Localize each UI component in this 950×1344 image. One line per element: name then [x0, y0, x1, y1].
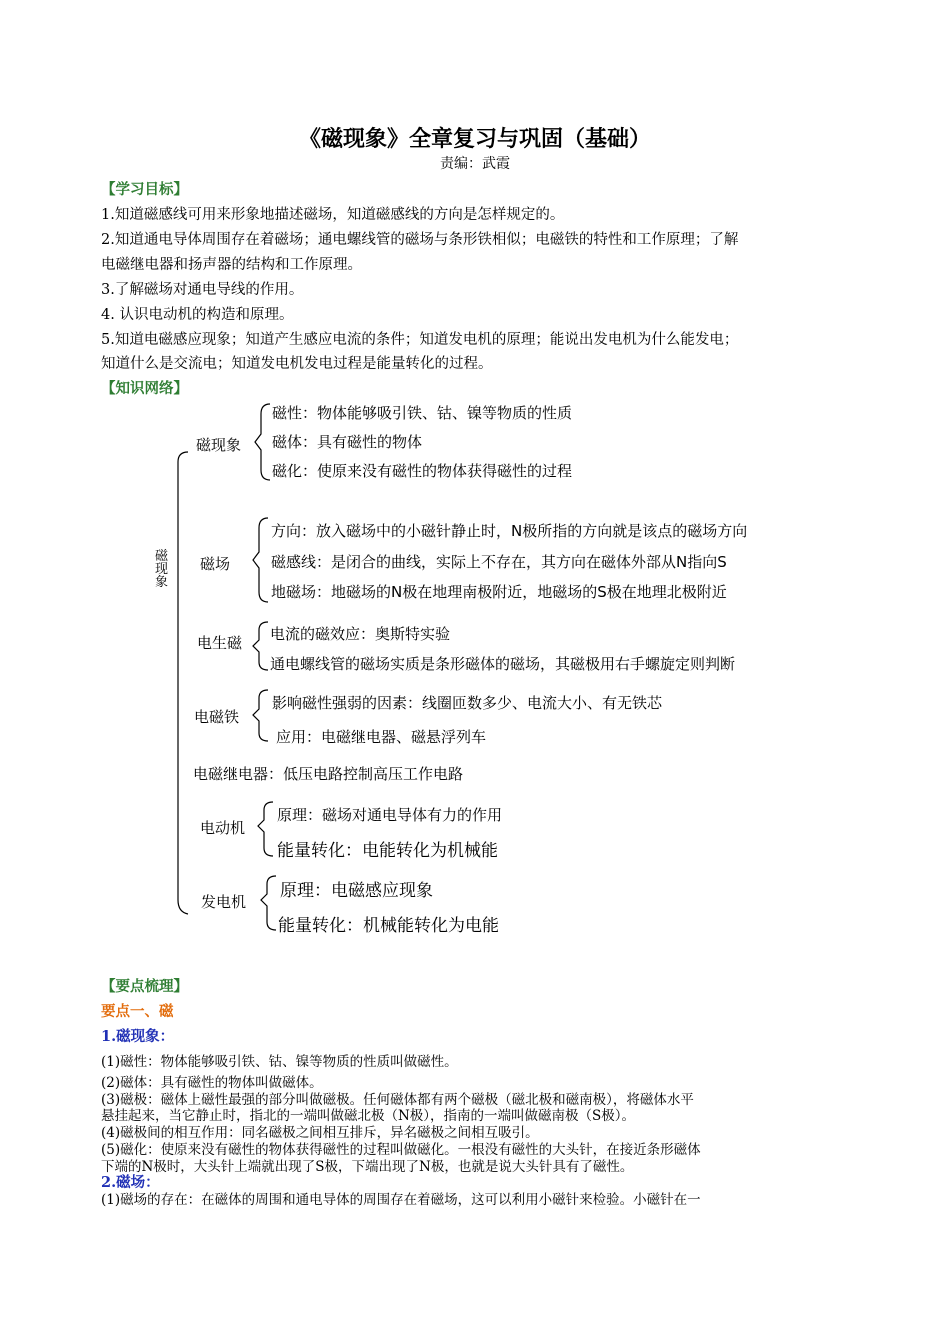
goal-line: 1.知道磁感线可用来形象地描述磁场，知道磁感线的方向是怎样规定的。: [101, 207, 565, 223]
goal-line: 3.了解磁场对通电导线的作用。: [101, 282, 304, 298]
network-item: 原理：电磁感应现象: [280, 881, 433, 901]
network-item: 应用：电磁继电器、磁悬浮列车: [276, 728, 487, 746]
summary-line: (4)磁极间的相互作用：同名磁极之间相互排斥，异名磁极之间相互吸引。: [101, 1125, 539, 1141]
network-group-label: 磁现象: [196, 436, 242, 454]
network-item: 地磁场：地磁场的N极在地理南极附近，地磁场的S极在地理北极附近: [271, 583, 727, 601]
goal-line: 电磁继电器和扬声器的结构和工作原理。: [101, 257, 362, 273]
network-item: 原理：磁场对通电导体有力的作用: [277, 806, 503, 824]
goals-heading: 【学习目标】: [101, 181, 188, 198]
network-item: 影响磁性强弱的因素：线圈匝数多少、电流大小、有无铁芯: [272, 694, 663, 712]
subsection-heading: 1.磁现象：: [101, 1028, 175, 1045]
network-group-label: 磁场: [200, 555, 231, 573]
network-item: 磁性：物体能够吸引铁、钴、镍等物质的性质: [272, 404, 573, 422]
summary-line: (1)磁场的存在：在磁体的周围和通电导体的周围存在着磁场，这可以利用小磁针来检验。小磁针在一: [101, 1192, 701, 1208]
summary-heading: 【要点梳理】: [101, 978, 188, 995]
summary-line: (3)磁极：磁体上磁性最强的部分叫做磁极。任何磁体都有两个磁极（磁北极和磁南极），将磁体水平: [101, 1092, 694, 1108]
network-item: 能量转化：机械能转化为电能: [278, 916, 499, 936]
network-heading: 【知识网络】: [101, 380, 188, 397]
author-line: 责编：武霞: [440, 156, 510, 172]
summary-line: (1)磁性：物体能够吸引铁、钴、镍等物质的性质叫做磁性。: [101, 1054, 458, 1070]
network-item: 磁化：使原来没有磁性的物体获得磁性的过程: [272, 462, 573, 480]
network-group-label: 电磁铁: [194, 708, 240, 726]
network-item: 磁感线：是闭合的曲线，实际上不存在，其方向在磁体外部从N指向S: [271, 553, 727, 571]
summary-line: (2)磁体：具有磁性的物体叫做磁体。: [101, 1075, 323, 1091]
network-root: 磁现象: [155, 549, 169, 590]
summary-line: 下端的N极时，大头针上端就出现了S极，下端出现了N极，也就是说大头针具有了磁性。: [101, 1159, 634, 1175]
page-title: 《磁现象》全章复习与巩固（基础）: [298, 126, 651, 152]
network-item: 通电螺线管的磁场实质是条形磁体的磁场，其磁极用右手螺旋定则判断: [270, 655, 736, 673]
goal-line: 4. 认识电动机的构造和原理。: [101, 307, 294, 323]
point-heading: 要点一、磁: [101, 1003, 174, 1020]
network-item: 电流的磁效应：奥斯特实验: [270, 625, 451, 643]
summary-line: (5)磁化：使原来没有磁性的物体获得磁性的过程叫做磁化。一根没有磁性的大头针，在接近条形磁体: [101, 1142, 701, 1158]
subsection-heading: 2.磁场：: [101, 1174, 160, 1191]
goal-line: 5.知道电磁感应现象；知道产生感应电流的条件；知道发电机的原理；能说出发电机为什么能发电；: [101, 332, 739, 348]
network-group-label: 发电机: [201, 893, 247, 911]
network-item: 磁体：具有磁性的物体: [272, 433, 423, 451]
network-item: 能量转化：电能转化为机械能: [277, 841, 498, 861]
goal-line: 2.知道通电导体周围存在着磁场；通电螺线管的磁场与条形铁相似；电磁铁的特性和工作原理；了解: [101, 232, 739, 248]
network-group-label: 电动机: [200, 819, 246, 837]
summary-line: 悬挂起来，当它静止时，指北的一端叫做磁北极（N极），指南的一端叫做磁南极（S极）。: [101, 1108, 636, 1124]
goal-line: 知道什么是交流电；知道发电机发电过程是能量转化的过程。: [101, 356, 493, 372]
network-group-label: 电生磁: [197, 634, 243, 652]
network-group-label: 电磁继电器：低压电路控制高压工作电路: [193, 765, 464, 783]
network-item: 方向：放入磁场中的小磁针静止时，N极所指的方向就是该点的磁场方向: [271, 522, 748, 540]
